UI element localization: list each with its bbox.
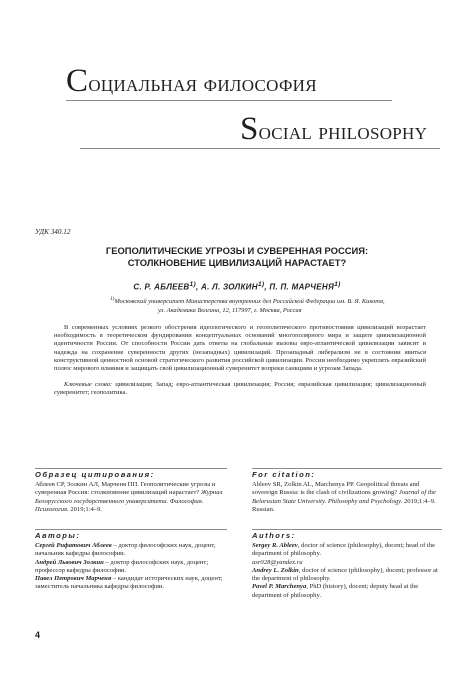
author-affiliation-mark: 1) [257, 281, 265, 288]
header-rule-top [66, 100, 392, 101]
article-title-line-1: ГЕОПОЛИТИЧЕСКИЕ УГРОЗЫ И СУВЕРЕННАЯ РОССИЯ: [105, 245, 369, 256]
keywords-label: Ключевые слова: [64, 381, 113, 388]
author-list [40, 281, 434, 292]
citation-en-journal: Journal of the Belarusian State University. Philosophy and Psychology. [252, 489, 436, 505]
citation-ru-label: Образец цитирования: [35, 470, 155, 479]
keywords-list: цивилизация; Запад; евро-атлантическая цивилизация; Россия; евразийская цивилизация; цивилизационный суверенитет; геополитика. [54, 381, 427, 397]
header-rule-bottom [80, 148, 440, 149]
author-entry-ru-name: Сергей Рифатович Аблеев [35, 542, 112, 549]
affiliation-line-1: Московский университет Министерства внутренних дел Российской Федерации им. В. Я. Кикотя, [114, 298, 385, 306]
article-title-line-2: СТОЛКНОВЕНИЕ ЦИВИЛИЗАЦИЙ НАРАСТАЕТ? [127, 257, 347, 268]
page-number: 4 [35, 630, 41, 640]
affiliation-mark: 1) [110, 296, 115, 302]
author-entry-en-desc: , PhD (history), docent; deputy head at the department of philosophy. [252, 583, 419, 599]
author-entry-en [252, 542, 442, 567]
keywords [54, 381, 426, 397]
authors-ru-list [35, 542, 227, 592]
udc-code: УДК 340.12 [35, 228, 71, 236]
article-title [40, 245, 434, 269]
author-entry-en-name: Pavel P. Marchenya [252, 583, 307, 591]
section-title-en [240, 110, 427, 151]
author-entry-ru [35, 559, 227, 576]
author-separator: , [196, 282, 202, 292]
affiliation [110, 295, 390, 315]
section-title-en-initial: S [240, 111, 259, 147]
author-entry-ru-desc: – доктор философских наук, доцент; профессор кафедры философии. [35, 558, 209, 574]
author-separator: , [264, 282, 270, 292]
authors-en-rule [252, 529, 442, 530]
authors-en-label: Authors: [252, 531, 296, 540]
authors-en-list [252, 542, 442, 600]
author-entry-en-name: Andrey L. Zolkin [252, 566, 299, 574]
citation-ru-journal: Журнал Белорусского государственного университета. Философия. Психология. [35, 489, 223, 513]
author-entry-en [252, 567, 442, 584]
citation-ru-year: 2019;1:4–9. [68, 505, 103, 513]
citation-en-rule [252, 468, 442, 469]
section-title-ru [66, 62, 317, 103]
author-entry-en-name: Sergey R. Ableev [252, 542, 298, 549]
author-entry-ru-name: Павел Петрович Марченя [35, 575, 112, 583]
author-entry-ru-desc: – доктор философских наук, доцент, начальник кафедры философии. [35, 542, 216, 558]
author-name: А. Л. ЗОЛКИН [201, 282, 258, 292]
citation-en-text [252, 481, 442, 514]
author-affiliation-mark: 1) [189, 281, 196, 288]
section-title-ru-initial: С [66, 63, 89, 99]
citation-ru-rule [35, 468, 227, 469]
author-entry-ru [35, 542, 227, 559]
affiliation-line-2: ул. Академика Волгина, 12, 117997, г. Москва, Россия [158, 306, 302, 314]
abstract: В современных условиях резкого обострения идеологического и геополитического противостояния цивилизаций возрастает необходимость в теоретическом фундировании концептуальных оснований многополярного мира и защите цивилизационной идентичности России. От способности России дать ответы на глобальные вызовы евро-атлантической цивилизации зависит и надежда на сохранение суверенности других (незападных) цивилизаций. Прозападный либерализм не в состоянии явиться конструктивной ценностной основой стратегического развития российской цивилизации. России необходимо укреплять евразийский полюс мирового влияния и защищать свой цивилизационный суверенитет вопреки санкциям и угрозам Запада. [54, 324, 426, 373]
author-entry-ru-name: Андрей Львович Золкин [35, 558, 104, 566]
section-title-ru-rest: оциальная философия [88, 71, 317, 97]
section-title-en-rest: ocial philosophy [258, 119, 428, 145]
citation-ru-text [35, 481, 227, 514]
author-email-link[interactable]: asr028@yandex.ru [252, 558, 303, 566]
author-entry-ru [35, 575, 227, 592]
author-name: С. Р. АБЛЕЕВ [133, 282, 190, 292]
citation-ru-authors-title: Аблеев СР, Золкин АЛ, Марченя ПП. Геополитические угрозы и суверенная Россия: столкновение цивилизаций нарастает? [35, 481, 216, 497]
authors-ru-label: Авторы: [35, 531, 81, 540]
author-entry-en-desc: , doctor of science (philosophy), docent; head of the department of philosophy. [252, 542, 436, 558]
citation-en-authors-title: Ableev SR, Zolkin AL, Marchenya PP. Geopolitical threats and sovereign Russia: is the clash of civilizations growing? [252, 481, 420, 497]
citation-en-year: 2019;1:4–9. Russian. [252, 497, 436, 513]
author-entry-ru-desc: – кандидат исторических наук, доцент; заместитель начальника кафедры философии. [35, 575, 223, 591]
author-entry-en-desc: , doctor of science (philosophy), docent; professor at the department of philosophy. [252, 566, 438, 583]
author-entry-en [252, 583, 442, 600]
author-name: П. П. МАРЧЕНЯ [269, 282, 335, 292]
authors-ru-rule [35, 529, 227, 530]
citation-en-label: For citation: [252, 470, 316, 479]
author-affiliation-mark: 1) [334, 281, 341, 288]
